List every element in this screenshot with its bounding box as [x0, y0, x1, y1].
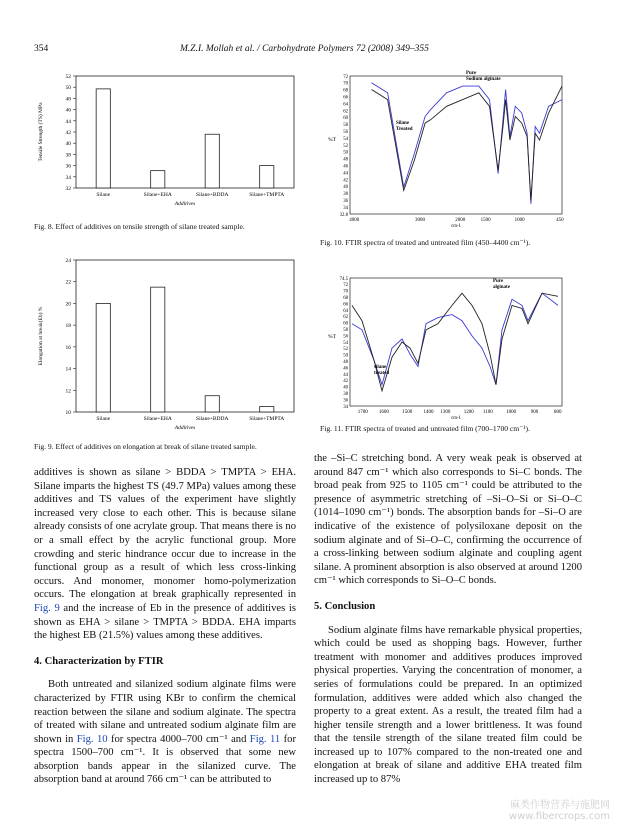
fig10-annotation: Sodium alginate — [466, 77, 501, 82]
fig8-y-axis-label: Tensile Strength (TS) MPa — [38, 102, 44, 162]
fig10-y-tick-label: 56 — [343, 130, 348, 135]
fig11-annotation: silane — [374, 365, 387, 370]
fig10-y-tick-label: 42 — [343, 178, 348, 184]
fig11-x-tick-label: 800 — [554, 410, 562, 415]
fig10-y-tick-label: 60 — [343, 116, 348, 122]
fig11-y-tick-label: 50 — [343, 353, 348, 359]
fig10-y-tick-label: 32.8 — [339, 212, 348, 218]
fig11-x-tick-label: 1400 — [423, 410, 434, 415]
fig9-bar — [205, 396, 219, 412]
fig10-y-tick-label: 72 — [343, 74, 348, 80]
fig11-y-tick-label: 34 — [343, 404, 348, 410]
fig11-annotation: alginate — [493, 285, 510, 290]
fig8-x-axis-label: Additives — [174, 201, 196, 207]
fig10-y-tick-label: 62 — [343, 109, 348, 115]
fig11-y-tick-label: 38 — [343, 392, 348, 397]
fig8-y-tick-label: 42 — [65, 130, 71, 136]
watermark-line-1: 麻类作物营养与施肥网 — [510, 800, 610, 811]
fig11-y-tick-label: 48 — [343, 360, 348, 365]
watermark — [509, 800, 610, 822]
figure-8 — [34, 66, 304, 216]
figure-10 — [318, 66, 573, 234]
fig10-x-tick-label: 4000 — [349, 218, 360, 223]
fig11-series-line — [352, 293, 558, 391]
fig11-x-tick-label: 1600 — [378, 410, 389, 415]
text-span: Both untreated and silanized sodium alginate films were characterized by FTIR using KBr to confirm the chemical reaction between the silane and sodium alginate. The spectra of treated with silane and untreated sodium alginate film are shown in — [34, 679, 296, 745]
fig11-y-tick-label: 66 — [343, 302, 348, 308]
fig10-caption: Fig. 10. FTIR spectra of treated and untreated film (450–4400 cm⁻¹). — [320, 238, 531, 247]
fig8-y-tick-label: 44 — [65, 118, 71, 125]
fig11-y-tick-label: 56 — [343, 334, 348, 340]
fig9-x-axis-label: Additives — [174, 425, 196, 431]
fig11-y-tick-label: 46 — [343, 366, 348, 372]
fig11-y-tick-label: 70 — [343, 289, 348, 295]
text-span: for spectra 1500–700 cm⁻¹. It is observed that some new absorption bands appear in the silanized curve. The absorption band at around 766 cm⁻¹ can be attributed to — [34, 733, 296, 786]
fig8-x-tick-label: Silane+EHA — [143, 192, 172, 198]
fig10-y-axis-label: %T — [328, 137, 336, 143]
fig10-y-tick-label: 64 — [343, 102, 348, 108]
fig8-bar — [151, 171, 165, 188]
fig11-y-tick-label: 40 — [343, 385, 348, 391]
fig11-annotation: Pure — [493, 279, 504, 284]
fig11-y-tick-label: 60 — [343, 321, 348, 327]
fig11-x-tick-label: 900 — [530, 410, 539, 415]
fig11-x-axis-label: cm-1 — [451, 416, 461, 420]
fig11-y-tick-label: 64 — [343, 308, 348, 314]
figure-11 — [318, 270, 573, 420]
fig10-annotation: Silane — [396, 121, 410, 126]
fig10-y-tick-label: 58 — [343, 123, 348, 129]
fig10-y-tick-label: 52 — [343, 143, 348, 149]
fig10-y-tick-label: 48 — [343, 157, 348, 163]
fig11-x-tick-label: 1200 — [463, 410, 474, 415]
fig8-y-tick-label: 40 — [65, 141, 71, 148]
fig11-link[interactable]: Fig. 11 — [249, 733, 281, 745]
fig11-x-tick-label: 1000 — [506, 410, 517, 415]
fig11-caption: Fig. 11. FTIR spectra of treated and untreated film (700–1700 cm⁻¹). — [320, 424, 530, 433]
fig10-y-tick-label: 38 — [343, 192, 348, 198]
fig10-y-tick-label: 46 — [343, 164, 348, 170]
fig8-x-tick-label: Silane+TMPTA — [249, 192, 285, 198]
fig9-y-tick-label: 10 — [65, 410, 71, 416]
section-heading-4: 4. Characterization by FTIR — [34, 655, 164, 667]
fig11-y-tick-label: 44 — [343, 372, 348, 378]
fig8-caption: Fig. 8. Effect of additives on tensile strength of silane treated sample. — [34, 222, 245, 231]
fig9-y-tick-label: 24 — [65, 258, 71, 264]
fig8-x-tick-label: Silane+BDDA — [196, 192, 229, 198]
fig10-y-tick-label: 44 — [343, 171, 348, 177]
fig11-y-tick-label: 54 — [343, 340, 348, 346]
fig10-x-axis-label: cm-1 — [451, 224, 461, 229]
fig10-link[interactable]: Fig. 10 — [76, 733, 108, 745]
fig10-y-tick-label: 50 — [343, 150, 348, 156]
paragraph: the –Si–C stretching bond. A very weak peak is observed at around 847 cm⁻¹ which also corresponds to Si–C bonds. The broad peak from 925 to 1105 cm⁻¹ could be attributed to the presence of asymmetric stretching of –Si–O–Si or Si–O–C (1014–1090 cm⁻¹) bonds. The absorption bands for –Si–O are indicative of the existence of polysiloxane deposit on the sodium alginate and of Si–O–C, confirming the occurrence of a cross-linking between sodium alginate and coupling agent silane. A prominent absorption is also observed at around 1200 cm⁻¹ which corresponds to Si–O–C bonds. — [314, 453, 582, 587]
fig11-y-axis-label: %T — [328, 334, 336, 340]
fig11-y-tick-label: 36 — [343, 398, 348, 404]
fig11-y-tick-label: 62 — [343, 315, 348, 321]
fig10-y-tick-label: 36 — [343, 199, 348, 204]
fig10-y-tick-label: 54 — [343, 136, 348, 142]
fig9-y-tick-label: 18 — [65, 323, 71, 330]
fig10-series-line — [372, 83, 563, 204]
fig11-x-tick-label: 1300 — [440, 410, 451, 415]
fig8-bar — [205, 134, 219, 188]
fig10-y-tick-label: 70 — [343, 81, 348, 87]
fig11-x-tick-label: 1100 — [482, 410, 493, 415]
fig9-y-tick-label: 12 — [65, 388, 71, 395]
fig11-y-tick-label: 74.5 — [339, 276, 348, 282]
fig8-y-tick-label: 32 — [65, 186, 71, 192]
fig10-x-tick-label: 3000 — [414, 218, 425, 223]
fig11-x-tick-label: 1500 — [402, 410, 413, 415]
fig10-annotation: Treated — [396, 127, 413, 132]
fig8-y-tick-label: 52 — [65, 74, 71, 80]
right-column — [314, 452, 582, 787]
fig8-y-tick-label: 36 — [65, 163, 71, 170]
fig10-y-tick-label: 68 — [343, 88, 348, 94]
text-span: additives is shown as silane > BDDA > TMPTA > EHA. Silane imparts the highest TS (49.7 MPa) values among these additives and TS values of the experiment have slightly increased very close to each other. This is because silane already consists of one acrylate group. That means there is no or a small effect by the acrylic functional group. More crowding and steric hindrance occur due to increase in the functional group as a result of which less cross-linking occurs. And monomer, monomer homo-polymerization occurs. The elongation at break graphically represented in — [34, 467, 296, 601]
fig8-y-tick-label: 34 — [65, 174, 71, 181]
fig8-y-tick-label: 38 — [65, 152, 71, 159]
text-span: and the increase of Eb in the presence of additives is shown as EHA > silane > TMPTA > BDDA. EHA imparts the highest EB (21.5%) values among these additives. — [34, 602, 296, 642]
fig8-y-tick-label: 48 — [65, 96, 71, 103]
fig9-bar — [96, 303, 110, 412]
fig9-caption: Fig. 9. Effect of additives on elongation at break of silane treated sample. — [34, 442, 257, 451]
fig11-y-tick-label: 42 — [343, 379, 348, 385]
text-span: for spectra 4000–700 cm⁻¹ and — [107, 733, 250, 745]
fig9-y-tick-label: 22 — [65, 279, 71, 286]
fig11-annotation: treated — [374, 371, 390, 376]
fig10-y-tick-label: 66 — [343, 95, 348, 101]
fig10-y-tick-label: 40 — [343, 185, 348, 191]
fig11-y-tick-label: 58 — [343, 328, 348, 333]
fig10-chart — [318, 66, 573, 234]
paragraph — [34, 466, 296, 643]
fig8-x-tick-label: Silane — [96, 192, 111, 198]
paragraph: Sodium alginate films have remarkable physical properties, which could be used as shopping bags. However, further treatment with monomer and additives produces improved physical properties. Varying the concentration of monomer, a series of formulations could be prepared. In an optimized formulation, additives were added which also changed the property to a great extent. As a result, the treated film had a higher tensile strength and a lower brittleness. It was found that the tensile strength of the silane treated film could be increased up to 107% compared to the non-treated one and elongation at break of silane and additive EHA treated film increased up to 87% — [314, 624, 582, 786]
fig10-y-tick-label: 34 — [343, 205, 348, 211]
fig8-bar — [96, 89, 110, 188]
fig10-x-tick-label: 450 — [556, 218, 564, 223]
fig8-chart — [34, 66, 304, 216]
fig10-annotation: Pure — [466, 71, 477, 76]
fig9-bar — [151, 287, 165, 412]
fig8-bar — [260, 166, 274, 188]
page-number: 354 — [34, 44, 49, 54]
fig10-x-tick-label: 1000 — [514, 218, 525, 223]
fig9-y-tick-label: 16 — [65, 344, 71, 351]
fig10-x-tick-label: 1500 — [480, 218, 491, 223]
section-heading-5: 5. Conclusion — [314, 600, 376, 612]
fig8-y-tick-label: 50 — [65, 85, 71, 92]
fig11-x-tick-label: 1700 — [357, 410, 368, 415]
running-title: M.Z.I. Mollah et al. / Carbohydrate Polymers 72 (2008) 349–355 — [180, 44, 429, 54]
fig9-x-tick-label: Silane+TMPTA — [249, 416, 285, 422]
fig9-y-tick-label: 20 — [65, 301, 71, 308]
fig9-y-axis-label: Elongation at break(Eb) % — [38, 306, 44, 366]
left-column — [34, 466, 296, 787]
fig10-x-tick-label: 2000 — [455, 218, 466, 223]
fig9-y-tick-label: 14 — [65, 366, 71, 373]
fig9-x-tick-label: Silane — [96, 416, 111, 422]
fig10-series-line — [372, 86, 563, 200]
fig9-bar — [260, 407, 274, 412]
fig9-chart — [34, 252, 304, 432]
fig11-plot-frame — [350, 278, 562, 406]
figure-9 — [34, 252, 304, 432]
paragraph — [34, 678, 296, 787]
fig9-link[interactable]: Fig. 9 — [34, 602, 60, 614]
fig11-y-tick-label: 72 — [343, 283, 348, 289]
fig11-y-tick-label: 68 — [343, 296, 348, 301]
fig9-x-tick-label: Silane+EHA — [143, 416, 172, 422]
watermark-line-2: www.fibercrops.com — [508, 811, 610, 822]
fig9-x-tick-label: Silane+BDDA — [196, 416, 229, 422]
fig11-chart — [318, 270, 573, 420]
fig8-y-tick-label: 46 — [65, 107, 71, 114]
fig11-y-tick-label: 52 — [343, 347, 348, 353]
